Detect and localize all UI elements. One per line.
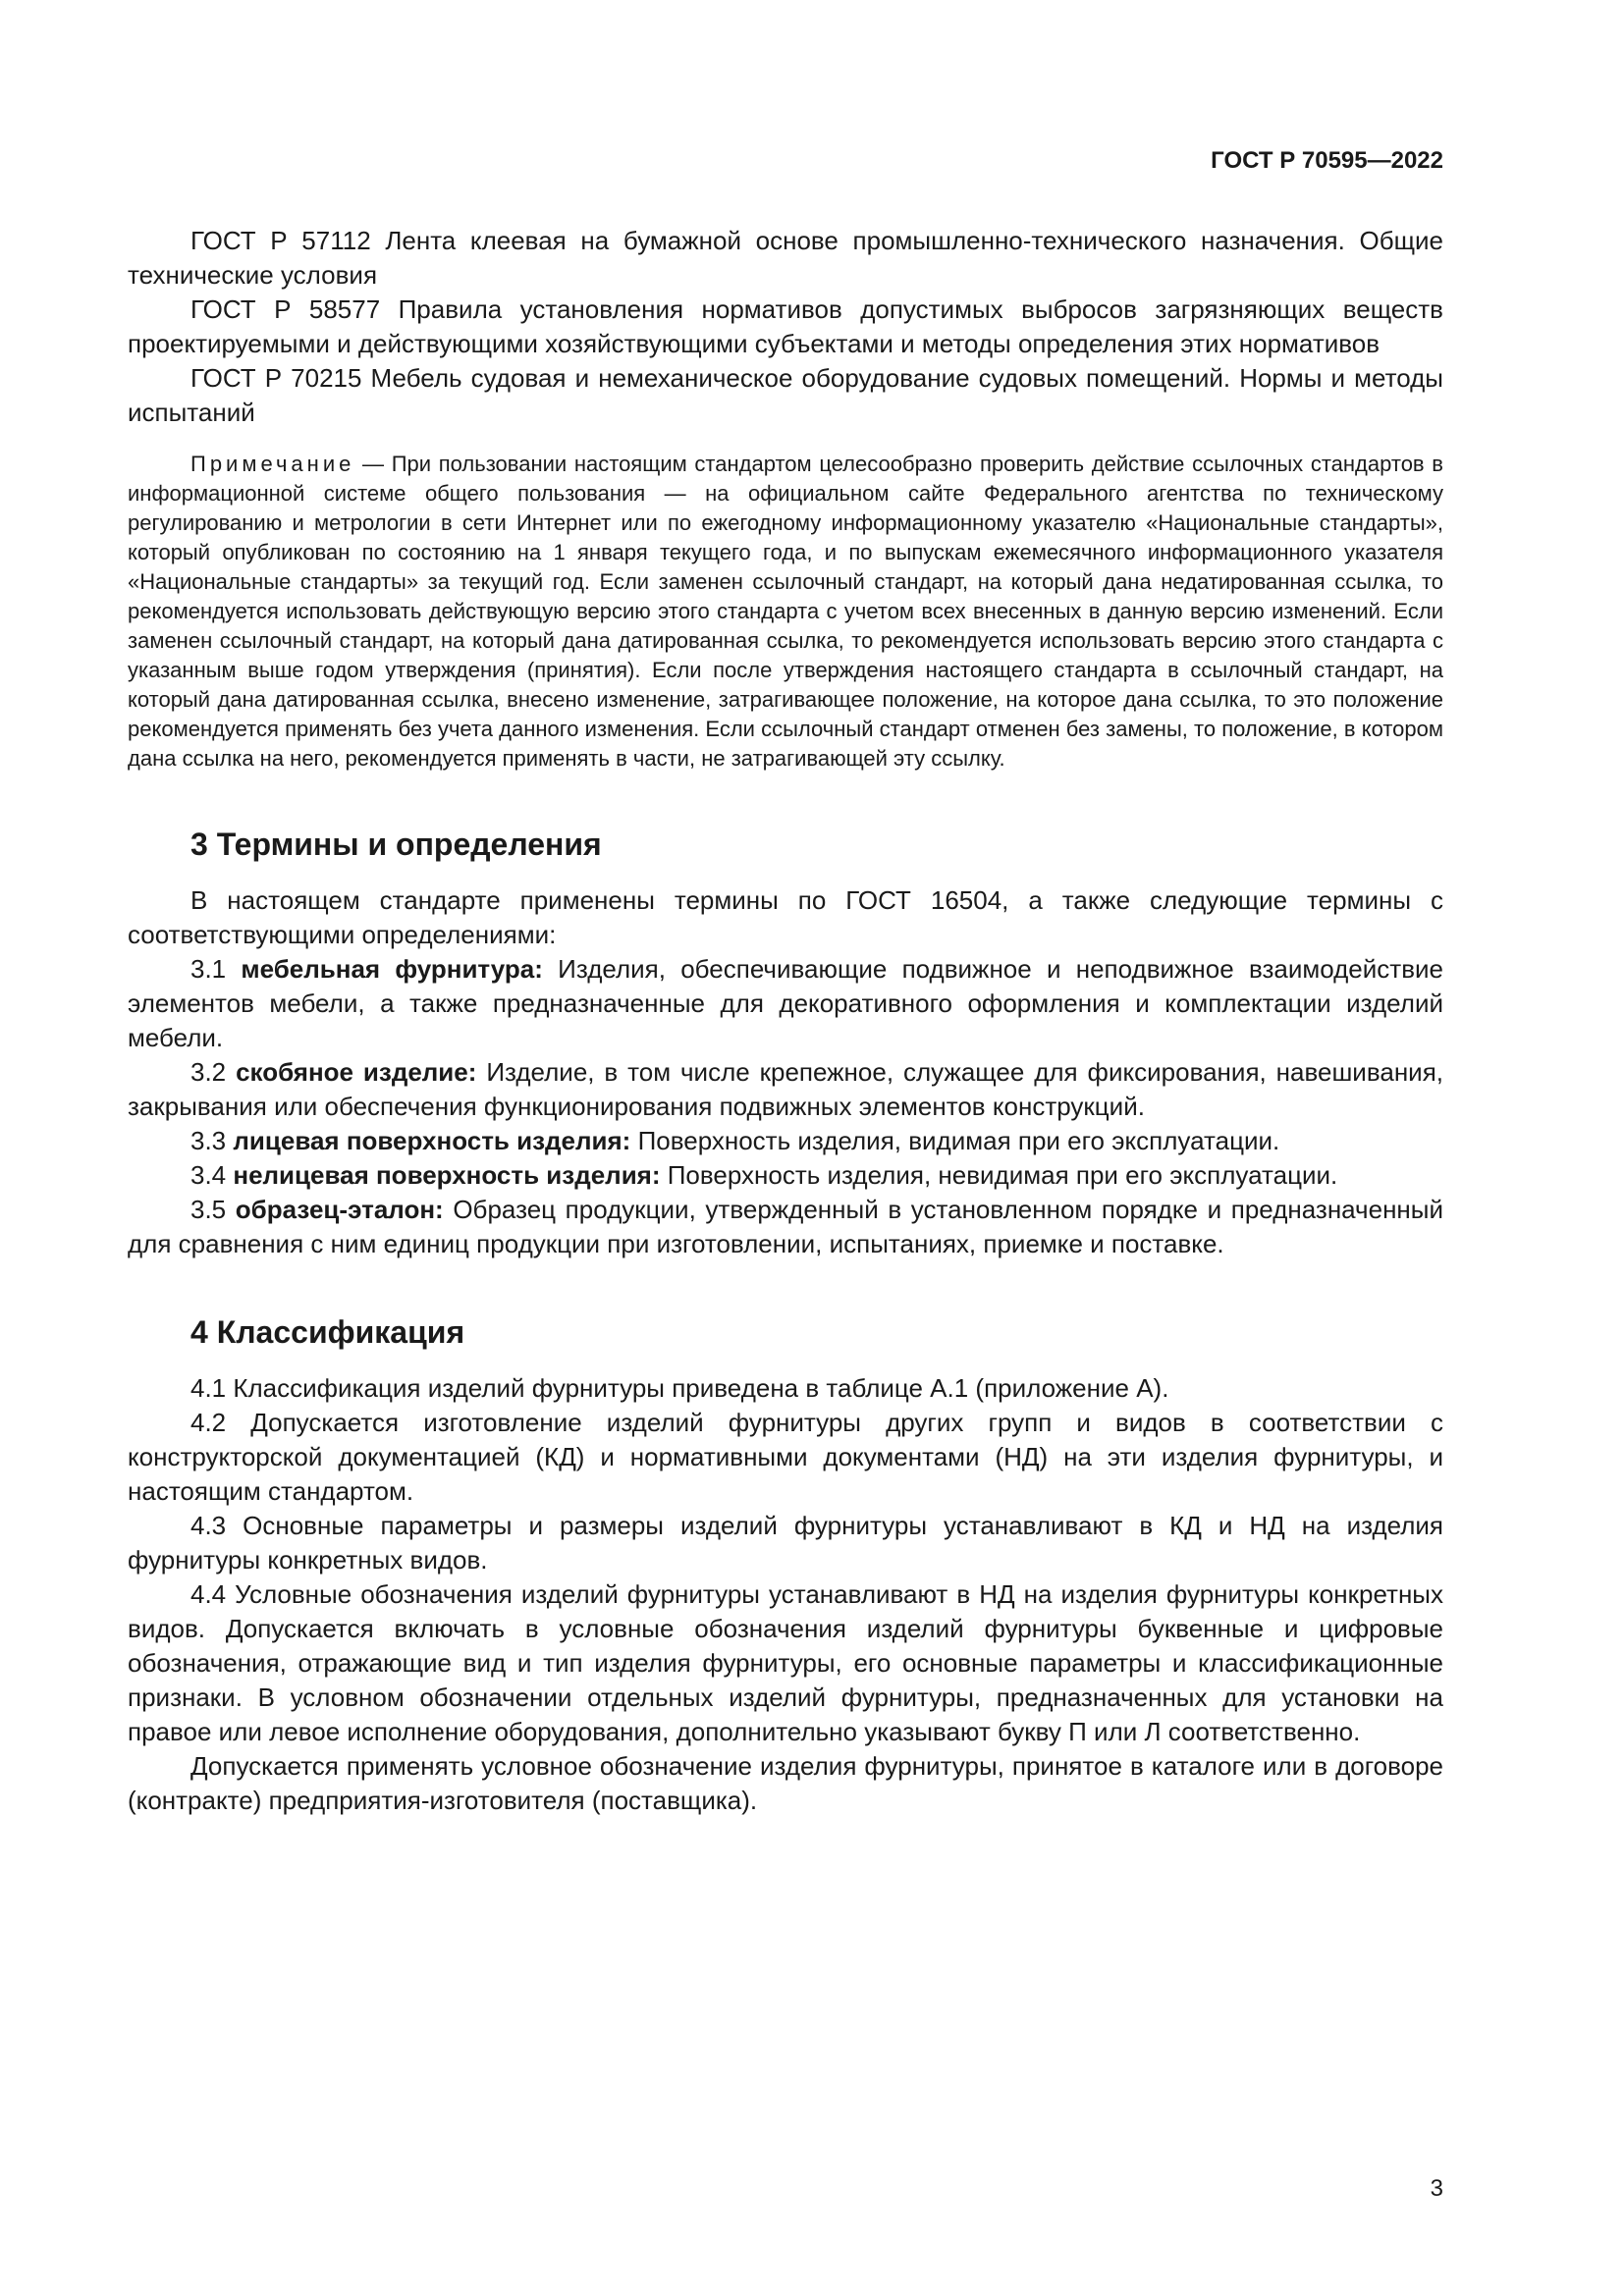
term-definition: Поверхность изделия, видимая при его эксплуатации.	[630, 1126, 1280, 1155]
reference-item: ГОСТ Р 70215 Мебель судовая и немеханическое оборудование судовых помещений. Нормы и методы испытаний	[128, 363, 1443, 427]
note-block	[128, 450, 1443, 774]
references-list	[128, 224, 1443, 430]
page-content	[128, 224, 1443, 1818]
section-4-paragraph: Допускается применять условное обозначение изделия фурнитуры, принятое в каталоге или в договоре (контракте) предприятия-изготовителя (поставщика).	[128, 1751, 1443, 1815]
note-paragraph	[128, 450, 1443, 774]
term-name: мебельная фурнитура:	[241, 954, 543, 984]
section-4-paragraph: 4.1 Классификация изделий фурнитуры приведена в таблице А.1 (приложение А).	[190, 1373, 1169, 1403]
term-definition: Изделие, в том числе крепежное, служащее для фиксирования, навешивания, закрывания или обеспечения функционирования подвижных элементов конструкций.	[128, 1057, 1443, 1121]
term-name: образец-эталон:	[235, 1195, 444, 1224]
term-definition: Образец продукции, утвержденный в установленном порядке и предназначенный для сравнения с ним единиц продукции при изготовлении, испытаниях, приемке и поставке.	[128, 1195, 1443, 1258]
note-text: — При пользовании настоящим стандартом целесообразно проверить действие ссылочных стандартов в информационной системе общего пользования — на официальном сайте Федерального агентства по техническому регулированию и метрологии в сети Интернет или по ежегодному информационному указателю «Национальные стандарты», который опубликован по состоянию на 1 января текущего года, и по выпускам ежемесячного информационного указателя «Национальные стандарты» за текущий год. Если заменен ссылочный стандарт, на который дана недатированная ссылка, то рекомендуется использовать действующую версию этого стандарта с учетом всех внесенных в данную версию изменений. Если заменен ссылочный стандарт, на который дана датированная ссылка, то рекомендуется использовать версию этого стандарта с указанным выше годом утверждения (принятия). Если после утверждения настоящего стандарта в ссылочный стандарт, на который дана датированная ссылка, внесено изменение, затрагивающее положение, на которое дана ссылка, то это положение рекомендуется применять без учета данного изменения. Если ссылочный стандарт отменен без замены, то положение, в котором дана ссылка на него, рекомендуется применять в части, не затрагивающей эту ссылку.	[128, 452, 1443, 771]
document-code-header: ГОСТ Р 70595—2022	[1211, 147, 1443, 174]
term-name: нелицевая поверхность изделия:	[233, 1160, 661, 1190]
term-item	[128, 952, 1443, 1055]
reference-item: ГОСТ Р 58577 Правила установления нормативов допустимых выбросов загрязняющих веществ проектируемыми и действующими хозяйствующими субъектами и методы определения этих нормативов	[128, 294, 1443, 358]
page-number: 3	[1430, 2175, 1443, 2202]
term-item	[128, 1124, 1443, 1158]
term-number: 3.3	[190, 1126, 234, 1155]
term-number: 3.2	[190, 1057, 237, 1087]
note-label: Примечание	[190, 452, 355, 476]
section-3-intro: В настоящем стандарте применены термины по ГОСТ 16504, а также следующие термины с соответствующими определениями:	[128, 885, 1443, 949]
section-4-paragraph: 4.3 Основные параметры и размеры изделий фурнитуры устанавливают в КД и НД на изделия фурнитуры конкретных видов.	[128, 1511, 1443, 1575]
term-item	[128, 1055, 1443, 1124]
section-4-title: 4 Классификация	[190, 1314, 465, 1350]
reference-item: ГОСТ Р 57112 Лента клеевая на бумажной основе промышленно-технического назначения. Общие технические условия	[128, 226, 1443, 290]
term-name: лицевая поверхность изделия:	[233, 1126, 631, 1155]
section-4-paragraph: 4.4 Условные обозначения изделий фурнитуры устанавливают в НД на изделия фурнитуры конкретных видов. Допускается включать в условные обозначения изделий фурнитуры буквенные и цифровые обозначения, отражающие вид и тип изделия фурнитуры, его основные параметры и классификационные признаки. В условном обозначении отдельных изделий фурнитуры, предназначенных для установки на правое или левое исполнение оборудования, дополнительно указывают букву П или Л соответственно.	[128, 1579, 1443, 1746]
section-3-title: 3 Термины и определения	[190, 827, 602, 862]
term-definition: Изделия, обеспечивающие подвижное и неподвижное взаимодействие элементов мебели, а также предназначенные для декоративного оформления и комплектации изделий мебели.	[128, 954, 1443, 1052]
term-number: 3.1	[190, 954, 242, 984]
term-item	[128, 1158, 1443, 1193]
term-name: скобяное изделие:	[236, 1057, 477, 1087]
term-number: 3.5	[190, 1195, 236, 1224]
section-4-paragraph: 4.2 Допускается изготовление изделий фурнитуры других групп и видов в соответствии с конструкторской документацией (КД) и нормативными документами (НД) на эти изделия фурнитуры, и настоящим стандартом.	[128, 1408, 1443, 1506]
term-item	[128, 1193, 1443, 1261]
term-definition: Поверхность изделия, невидимая при его эксплуатации.	[660, 1160, 1338, 1190]
term-number: 3.4	[190, 1160, 234, 1190]
